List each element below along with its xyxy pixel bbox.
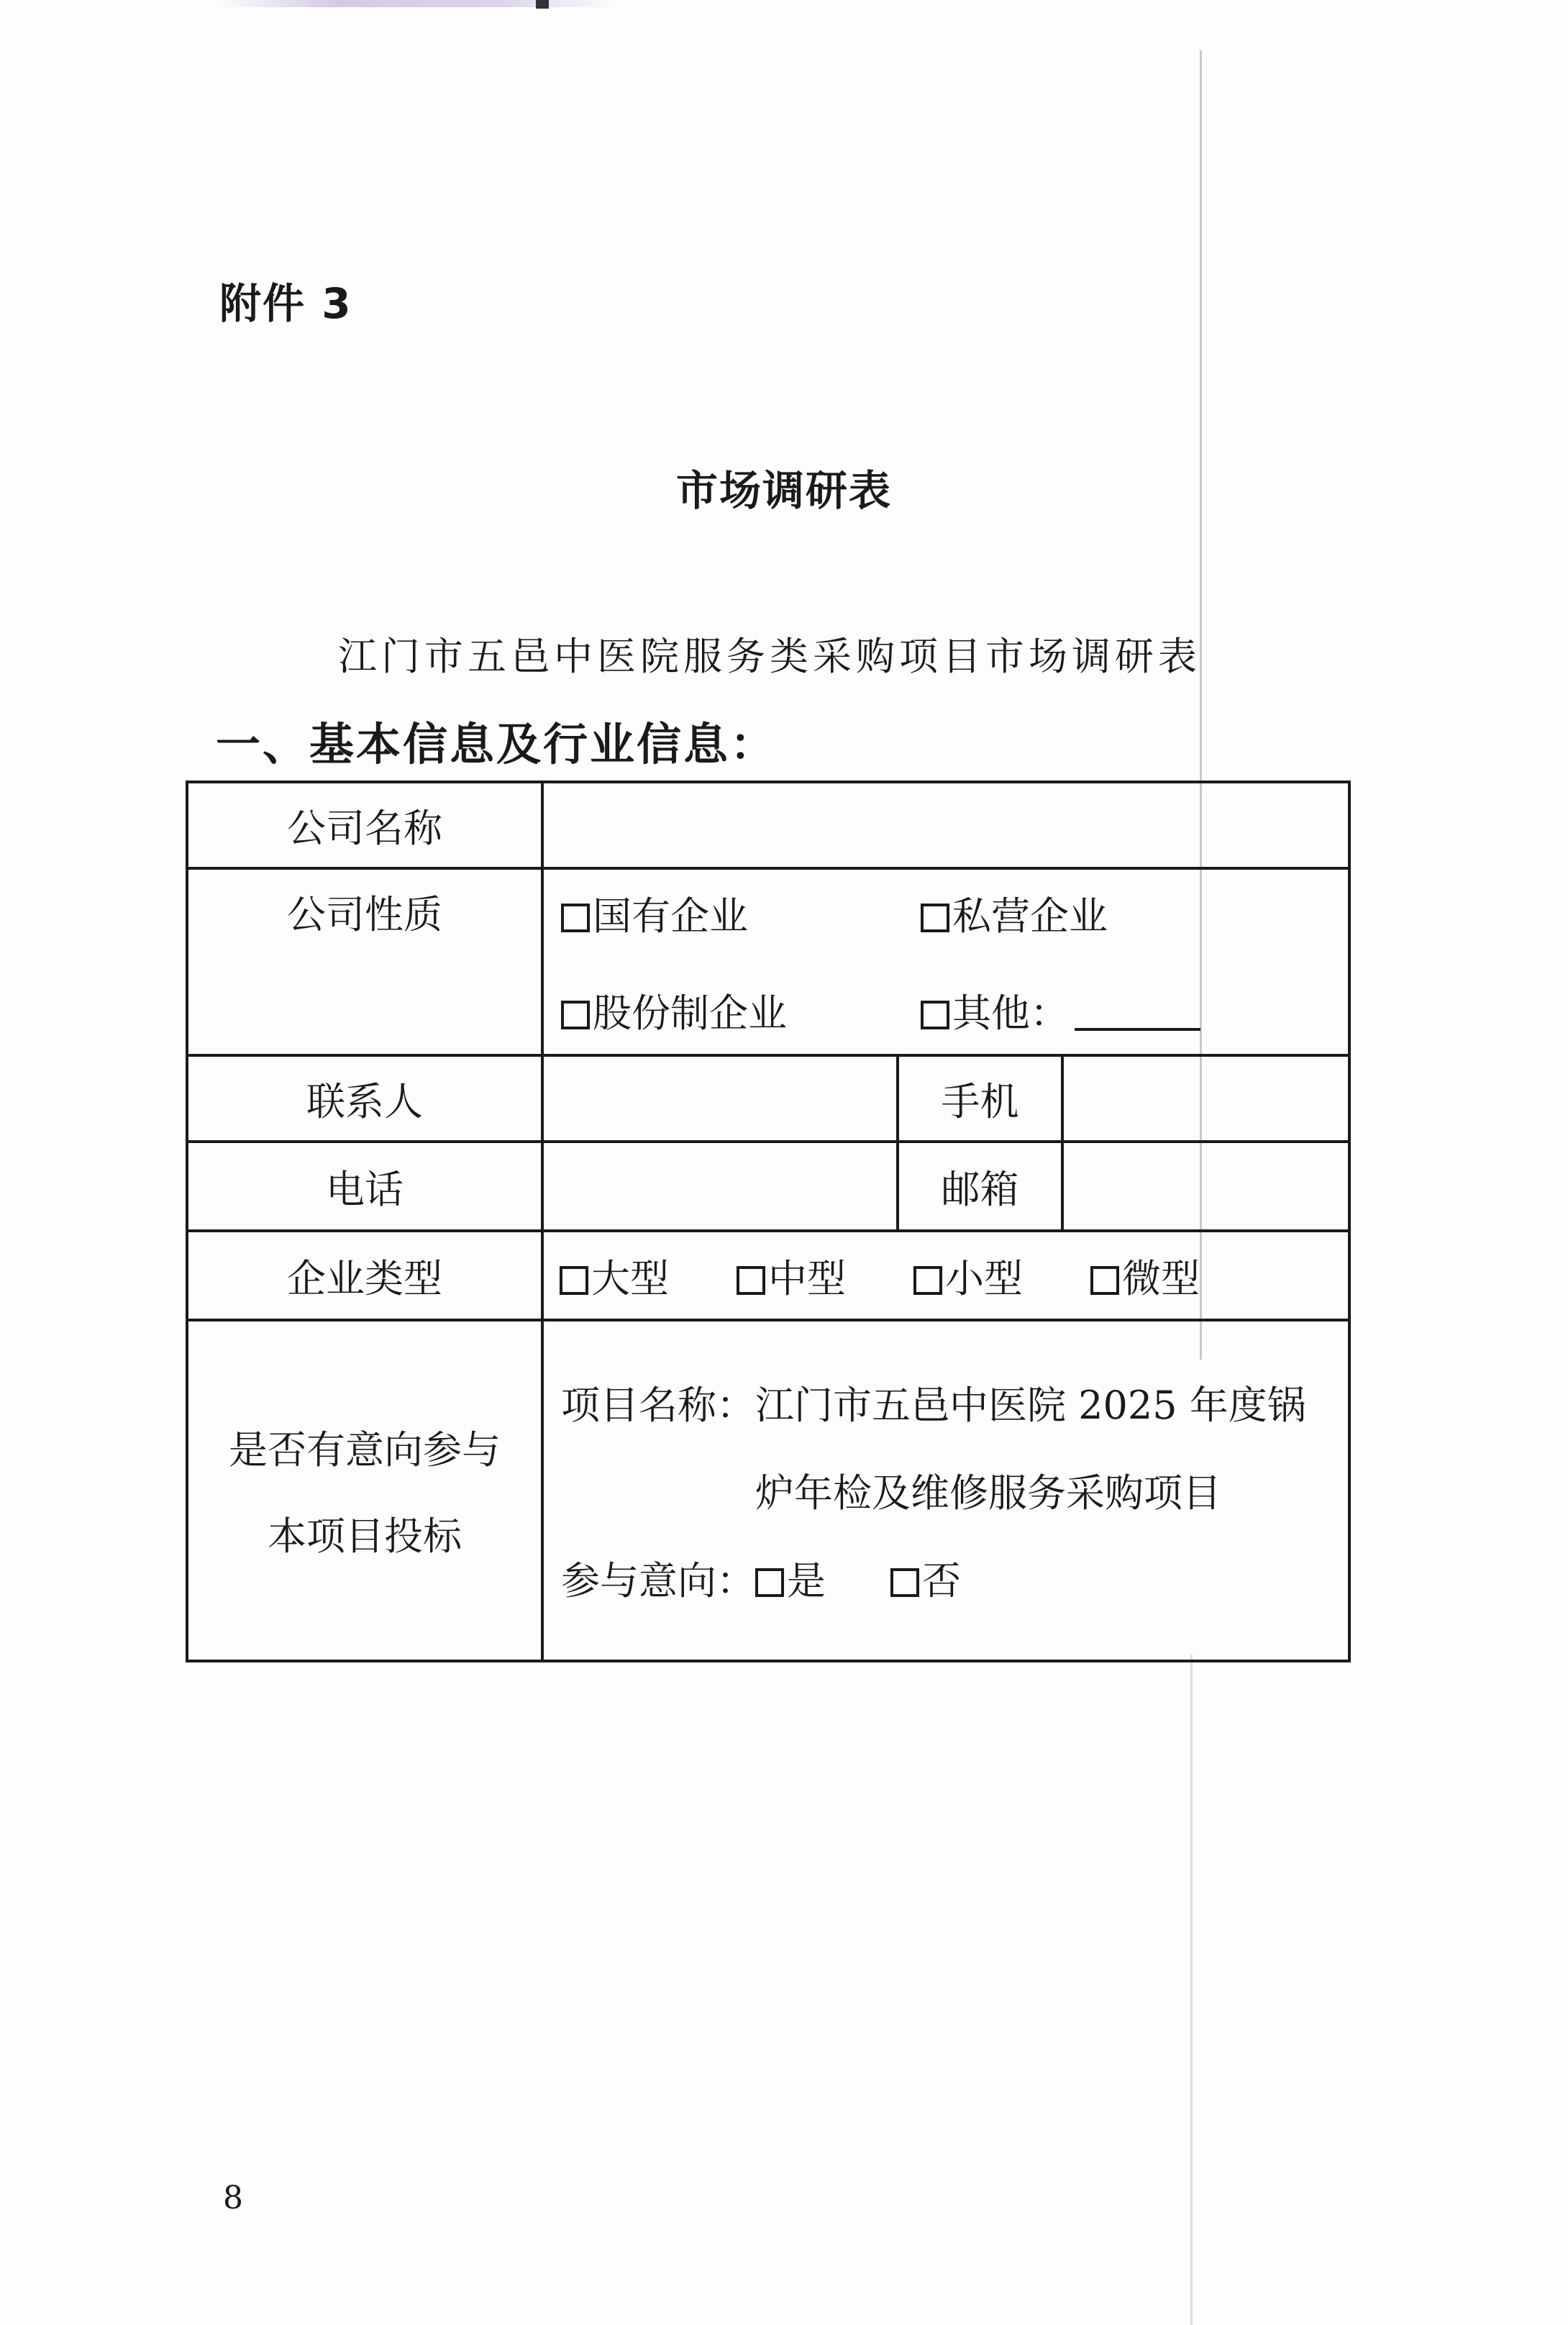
bid-intent-row [187, 1320, 1349, 1661]
email-label: 邮箱 [898, 1142, 1062, 1231]
nature-option-joint-stock[interactable]: 股份制企业 [561, 983, 921, 1038]
scan-artifact [216, 0, 619, 7]
company-name-field[interactable] [542, 782, 1349, 868]
company-name-label: 公司名称 [187, 782, 542, 868]
company-name-row [187, 782, 1349, 868]
project-name-key: 项目名称： [561, 1383, 755, 1428]
contact-label: 联系人 [187, 1055, 542, 1142]
scan-artifact [1190, 1655, 1193, 2325]
scan-artifact [536, 0, 549, 9]
type-option-small[interactable]: 小型 [913, 1248, 1023, 1303]
survey-subtitle: 江门市五邑中医院服务类采购项目市场调研表 [338, 634, 1201, 679]
company-nature-row [187, 868, 1349, 1055]
mobile-label: 手机 [898, 1055, 1062, 1142]
contact-row [187, 1055, 1349, 1142]
company-nature-label: 公司性质 [187, 868, 542, 1055]
contact-field[interactable] [542, 1055, 898, 1142]
email-field[interactable] [1062, 1142, 1349, 1231]
enterprise-type-label: 企业类型 [187, 1231, 542, 1320]
type-option-medium[interactable]: 中型 [737, 1248, 846, 1303]
checkbox-icon[interactable] [921, 904, 949, 932]
enterprise-type-row [187, 1231, 1349, 1320]
checkbox-icon[interactable] [890, 1568, 919, 1597]
nature-option-state-owned[interactable]: 国有企业 [561, 886, 921, 941]
section-heading: 一、基本信息及行业信息： [216, 718, 778, 770]
checkbox-icon[interactable] [561, 1001, 590, 1029]
participation-no-option[interactable]: 否 [890, 1558, 961, 1603]
participation-intent [561, 1537, 1334, 1625]
company-nature-options [542, 868, 1349, 1055]
type-option-micro[interactable]: 微型 [1090, 1248, 1200, 1303]
checkbox-icon[interactable] [1090, 1266, 1119, 1295]
checkbox-icon[interactable] [561, 904, 590, 932]
participation-yes-option[interactable]: 是 [755, 1558, 826, 1603]
nature-option-private[interactable]: 私营企业 [921, 886, 1223, 941]
phone-row [187, 1142, 1349, 1231]
document-title: 市场调研表 [675, 466, 892, 515]
phone-field[interactable] [542, 1142, 898, 1231]
project-name [561, 1362, 1334, 1537]
checkbox-icon[interactable] [560, 1266, 588, 1295]
checkbox-icon[interactable] [755, 1568, 784, 1597]
participation-label: 参与意向： [561, 1558, 755, 1603]
page-number: 8 [223, 2180, 243, 2216]
nature-option-other[interactable]: 其他： [921, 983, 1223, 1038]
enterprise-type-options [542, 1231, 1349, 1320]
phone-label: 电话 [187, 1142, 542, 1231]
mobile-field[interactable] [1062, 1055, 1349, 1142]
checkbox-icon[interactable] [737, 1266, 765, 1295]
checkbox-icon[interactable] [913, 1266, 942, 1295]
attachment-label: 附件 3 [219, 279, 352, 328]
project-name-value: 江门市五邑中医院 2025 年度锅炉年检及维修服务采购项目 [755, 1383, 1306, 1516]
checkbox-icon[interactable] [921, 1001, 949, 1029]
survey-table [186, 781, 1351, 1662]
other-blank-field[interactable] [1075, 996, 1200, 1031]
type-option-large[interactable]: 大型 [560, 1248, 669, 1303]
bid-intent-content [542, 1320, 1349, 1661]
bid-intent-label: 是否有意向参与 本项目投标 [187, 1320, 542, 1661]
